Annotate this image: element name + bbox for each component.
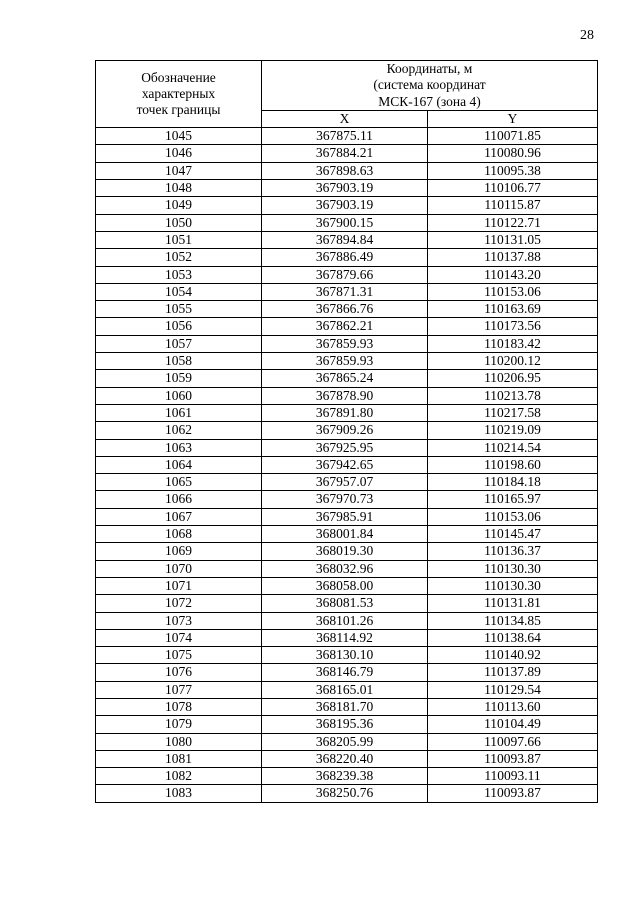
cell-y: 110130.30 xyxy=(428,560,598,577)
cell-point-id: 1052 xyxy=(96,249,262,266)
cell-y: 110219.09 xyxy=(428,422,598,439)
cell-y: 110143.20 xyxy=(428,266,598,283)
cell-point-id: 1056 xyxy=(96,318,262,335)
cell-point-id: 1058 xyxy=(96,353,262,370)
table-row xyxy=(96,162,598,179)
cell-x: 367859.93 xyxy=(262,353,428,370)
cell-x: 367985.91 xyxy=(262,508,428,525)
cell-y: 110093.87 xyxy=(428,750,598,767)
cell-point-id: 1050 xyxy=(96,214,262,231)
cell-point-id: 1079 xyxy=(96,716,262,733)
cell-point-id: 1065 xyxy=(96,474,262,491)
table-row xyxy=(96,647,598,664)
table-row xyxy=(96,335,598,352)
header-x: X xyxy=(262,110,428,127)
cell-x: 367879.66 xyxy=(262,266,428,283)
table-row xyxy=(96,768,598,785)
cell-point-id: 1063 xyxy=(96,439,262,456)
cell-x: 367942.65 xyxy=(262,456,428,473)
cell-x: 367884.21 xyxy=(262,145,428,162)
table-row xyxy=(96,439,598,456)
cell-point-id: 1072 xyxy=(96,595,262,612)
cell-y: 110140.92 xyxy=(428,647,598,664)
cell-y: 110093.87 xyxy=(428,785,598,802)
cell-point-id: 1068 xyxy=(96,526,262,543)
cell-y: 110134.85 xyxy=(428,612,598,629)
cell-point-id: 1083 xyxy=(96,785,262,802)
cell-point-id: 1073 xyxy=(96,612,262,629)
cell-x: 368146.79 xyxy=(262,664,428,681)
cell-x: 368195.36 xyxy=(262,716,428,733)
table-row xyxy=(96,231,598,248)
cell-point-id: 1045 xyxy=(96,128,262,145)
cell-y: 110200.12 xyxy=(428,353,598,370)
table-row xyxy=(96,733,598,750)
cell-y: 110131.05 xyxy=(428,231,598,248)
cell-y: 110071.85 xyxy=(428,128,598,145)
cell-y: 110130.30 xyxy=(428,577,598,594)
cell-point-id: 1067 xyxy=(96,508,262,525)
table-row xyxy=(96,197,598,214)
cell-x: 368250.76 xyxy=(262,785,428,802)
table-row xyxy=(96,664,598,681)
cell-y: 110122.71 xyxy=(428,214,598,231)
cell-point-id: 1048 xyxy=(96,180,262,197)
table-row xyxy=(96,560,598,577)
cell-x: 367894.84 xyxy=(262,231,428,248)
cell-point-id: 1075 xyxy=(96,647,262,664)
cell-y: 110106.77 xyxy=(428,180,598,197)
cell-point-id: 1057 xyxy=(96,335,262,352)
cell-point-id: 1053 xyxy=(96,266,262,283)
cell-point-id: 1055 xyxy=(96,301,262,318)
table-row xyxy=(96,681,598,698)
table-row xyxy=(96,370,598,387)
cell-x: 368165.01 xyxy=(262,681,428,698)
header-point-label-line: Обозначение xyxy=(141,69,216,85)
cell-point-id: 1046 xyxy=(96,145,262,162)
cell-y: 110198.60 xyxy=(428,456,598,473)
table-row xyxy=(96,577,598,594)
cell-y: 110095.38 xyxy=(428,162,598,179)
table-row xyxy=(96,543,598,560)
cell-y: 110131.81 xyxy=(428,595,598,612)
table-row xyxy=(96,180,598,197)
cell-x: 368058.00 xyxy=(262,577,428,594)
cell-x: 368101.26 xyxy=(262,612,428,629)
table-row xyxy=(96,404,598,421)
table-row xyxy=(96,474,598,491)
header-point-label-line: точек границы xyxy=(136,102,221,118)
cell-x: 368239.38 xyxy=(262,768,428,785)
header-coords-label-line: МСК-167 (зона 4) xyxy=(378,93,481,109)
cell-y: 110104.49 xyxy=(428,716,598,733)
cell-point-id: 1071 xyxy=(96,577,262,594)
cell-point-id: 1066 xyxy=(96,491,262,508)
cell-point-id: 1069 xyxy=(96,543,262,560)
cell-x: 367866.76 xyxy=(262,301,428,318)
cell-x: 368019.30 xyxy=(262,543,428,560)
cell-point-id: 1054 xyxy=(96,283,262,300)
table-row xyxy=(96,456,598,473)
cell-point-id: 1070 xyxy=(96,560,262,577)
cell-x: 367909.26 xyxy=(262,422,428,439)
cell-x: 367886.49 xyxy=(262,249,428,266)
cell-x: 367925.95 xyxy=(262,439,428,456)
cell-point-id: 1082 xyxy=(96,768,262,785)
cell-x: 368081.53 xyxy=(262,595,428,612)
header-y: Y xyxy=(428,110,598,127)
table-row xyxy=(96,716,598,733)
cell-y: 110153.06 xyxy=(428,283,598,300)
table-row xyxy=(96,353,598,370)
cell-point-id: 1080 xyxy=(96,733,262,750)
cell-x: 368130.10 xyxy=(262,647,428,664)
table-row xyxy=(96,318,598,335)
cell-x: 368220.40 xyxy=(262,750,428,767)
cell-x: 367865.24 xyxy=(262,370,428,387)
cell-x: 368032.96 xyxy=(262,560,428,577)
cell-y: 110217.58 xyxy=(428,404,598,421)
cell-x: 367878.90 xyxy=(262,387,428,404)
cell-x: 367875.11 xyxy=(262,128,428,145)
cell-point-id: 1064 xyxy=(96,456,262,473)
cell-x: 368181.70 xyxy=(262,698,428,715)
cell-y: 110113.60 xyxy=(428,698,598,715)
cell-y: 110165.97 xyxy=(428,491,598,508)
cell-point-id: 1081 xyxy=(96,750,262,767)
table-row xyxy=(96,214,598,231)
table-row xyxy=(96,698,598,715)
table-row xyxy=(96,283,598,300)
cell-y: 110093.11 xyxy=(428,768,598,785)
table-row xyxy=(96,508,598,525)
table-body xyxy=(96,128,598,803)
cell-point-id: 1060 xyxy=(96,387,262,404)
cell-x: 367903.19 xyxy=(262,197,428,214)
cell-x: 367862.21 xyxy=(262,318,428,335)
cell-point-id: 1059 xyxy=(96,370,262,387)
cell-y: 110153.06 xyxy=(428,508,598,525)
cell-y: 110206.95 xyxy=(428,370,598,387)
cell-y: 110137.88 xyxy=(428,249,598,266)
cell-x: 367898.63 xyxy=(262,162,428,179)
cell-point-id: 1077 xyxy=(96,681,262,698)
table-row xyxy=(96,145,598,162)
cell-point-id: 1078 xyxy=(96,698,262,715)
cell-y: 110184.18 xyxy=(428,474,598,491)
table-row xyxy=(96,249,598,266)
cell-y: 110136.37 xyxy=(428,543,598,560)
cell-y: 110163.69 xyxy=(428,301,598,318)
cell-y: 110129.54 xyxy=(428,681,598,698)
table-header xyxy=(96,61,598,128)
cell-point-id: 1062 xyxy=(96,422,262,439)
table-row xyxy=(96,612,598,629)
header-coords-label-line: Координаты, м xyxy=(386,61,473,76)
cell-y: 110097.66 xyxy=(428,733,598,750)
table-row xyxy=(96,595,598,612)
table-row xyxy=(96,301,598,318)
header-coords-label xyxy=(262,61,598,111)
cell-y: 110080.96 xyxy=(428,145,598,162)
header-point-label-line: характерных xyxy=(141,85,216,101)
table-row xyxy=(96,422,598,439)
table-row xyxy=(96,629,598,646)
cell-x: 367871.31 xyxy=(262,283,428,300)
coordinates-table xyxy=(95,60,598,803)
table-row xyxy=(96,526,598,543)
table-row xyxy=(96,491,598,508)
table-row xyxy=(96,785,598,802)
cell-y: 110214.54 xyxy=(428,439,598,456)
table-row xyxy=(96,750,598,767)
cell-point-id: 1074 xyxy=(96,629,262,646)
cell-point-id: 1076 xyxy=(96,664,262,681)
cell-y: 110183.42 xyxy=(428,335,598,352)
cell-x: 367957.07 xyxy=(262,474,428,491)
page-number: 28 xyxy=(580,28,594,43)
cell-x: 367859.93 xyxy=(262,335,428,352)
header-coords-label-line: (система координат xyxy=(373,77,486,93)
cell-x: 367891.80 xyxy=(262,404,428,421)
cell-x: 367903.19 xyxy=(262,180,428,197)
cell-x: 368205.99 xyxy=(262,733,428,750)
cell-x: 368001.84 xyxy=(262,526,428,543)
cell-point-id: 1061 xyxy=(96,404,262,421)
table-row xyxy=(96,266,598,283)
cell-x: 367970.73 xyxy=(262,491,428,508)
cell-point-id: 1051 xyxy=(96,231,262,248)
cell-point-id: 1049 xyxy=(96,197,262,214)
cell-y: 110173.56 xyxy=(428,318,598,335)
cell-y: 110138.64 xyxy=(428,629,598,646)
cell-y: 110137.89 xyxy=(428,664,598,681)
cell-point-id: 1047 xyxy=(96,162,262,179)
table-row xyxy=(96,387,598,404)
header-row-top xyxy=(96,61,598,111)
cell-y: 110145.47 xyxy=(428,526,598,543)
header-point-label xyxy=(96,61,262,128)
cell-x: 367900.15 xyxy=(262,214,428,231)
cell-y: 110213.78 xyxy=(428,387,598,404)
table-row xyxy=(96,128,598,145)
cell-x: 368114.92 xyxy=(262,629,428,646)
cell-y: 110115.87 xyxy=(428,197,598,214)
